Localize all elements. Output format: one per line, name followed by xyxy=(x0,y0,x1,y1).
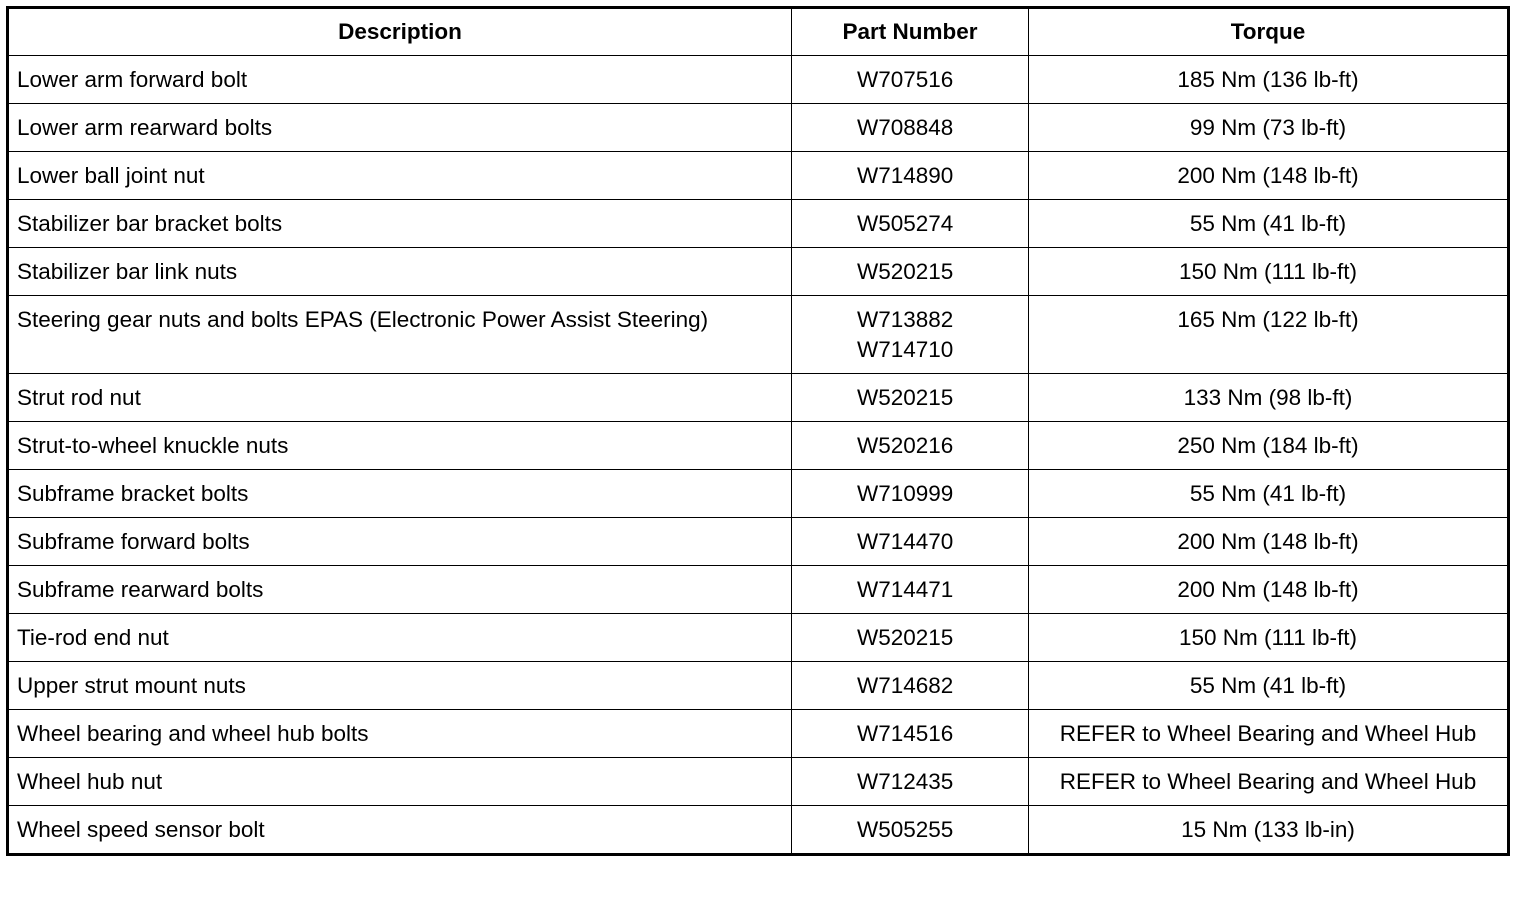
part-number-value: W707516 xyxy=(857,67,954,92)
header-torque: Torque xyxy=(1029,8,1509,56)
cell-torque: 99 Nm (73 lb-ft) xyxy=(1029,104,1509,152)
cell-description: Lower arm rearward bolts xyxy=(8,104,792,152)
part-number-value: W708848 xyxy=(857,115,954,140)
cell-part-number xyxy=(792,566,1029,614)
cell-torque: 250 Nm (184 lb-ft) xyxy=(1029,422,1509,470)
cell-description: Stabilizer bar link nuts xyxy=(8,248,792,296)
part-number-value: W714710 xyxy=(857,337,954,362)
part-number-value: W520215 xyxy=(857,385,954,410)
cell-torque: 200 Nm (148 lb-ft) xyxy=(1029,518,1509,566)
table-row xyxy=(8,758,1509,806)
cell-description: Lower ball joint nut xyxy=(8,152,792,200)
table-row xyxy=(8,104,1509,152)
cell-torque: REFER to Wheel Bearing and Wheel Hub xyxy=(1029,758,1509,806)
part-number-value: W520216 xyxy=(857,433,954,458)
torque-specification-table xyxy=(6,6,1510,856)
cell-part-number xyxy=(792,152,1029,200)
cell-part-number xyxy=(792,710,1029,758)
cell-part-number xyxy=(792,614,1029,662)
header-part-number: Part Number xyxy=(792,8,1029,56)
table-row xyxy=(8,248,1509,296)
cell-torque: 150 Nm (111 lb-ft) xyxy=(1029,248,1509,296)
part-number-value: W714682 xyxy=(857,673,954,698)
cell-part-number xyxy=(792,758,1029,806)
part-number-value: W520215 xyxy=(857,259,954,284)
cell-part-number xyxy=(792,374,1029,422)
table-row xyxy=(8,296,1509,374)
part-number-value: W714890 xyxy=(857,163,954,188)
table-row xyxy=(8,710,1509,758)
cell-part-number xyxy=(792,200,1029,248)
cell-torque: 200 Nm (148 lb-ft) xyxy=(1029,566,1509,614)
cell-part-number xyxy=(792,422,1029,470)
table-row xyxy=(8,422,1509,470)
cell-part-number xyxy=(792,470,1029,518)
cell-part-number xyxy=(792,56,1029,104)
table-row xyxy=(8,614,1509,662)
part-number-value: W505255 xyxy=(857,817,954,842)
cell-part-number xyxy=(792,104,1029,152)
cell-part-number xyxy=(792,248,1029,296)
part-number-value: W714470 xyxy=(857,529,954,554)
table-row xyxy=(8,56,1509,104)
cell-torque: 185 Nm (136 lb-ft) xyxy=(1029,56,1509,104)
cell-description: Upper strut mount nuts xyxy=(8,662,792,710)
cell-description: Stabilizer bar bracket bolts xyxy=(8,200,792,248)
table-row xyxy=(8,374,1509,422)
cell-torque: 55 Nm (41 lb-ft) xyxy=(1029,470,1509,518)
table-row xyxy=(8,152,1509,200)
table-row xyxy=(8,200,1509,248)
cell-torque: 150 Nm (111 lb-ft) xyxy=(1029,614,1509,662)
cell-torque: 55 Nm (41 lb-ft) xyxy=(1029,662,1509,710)
cell-torque: 200 Nm (148 lb-ft) xyxy=(1029,152,1509,200)
cell-part-number xyxy=(792,806,1029,855)
cell-description: Strut-to-wheel knuckle nuts xyxy=(8,422,792,470)
cell-description: Strut rod nut xyxy=(8,374,792,422)
cell-description: Steering gear nuts and bolts EPAS (Electronic Power Assist Steering) xyxy=(8,296,792,374)
table-row xyxy=(8,662,1509,710)
part-number-value: W520215 xyxy=(857,625,954,650)
cell-part-number xyxy=(792,518,1029,566)
header-description: Description xyxy=(8,8,792,56)
cell-part-number xyxy=(792,662,1029,710)
part-number-value: W505274 xyxy=(857,211,954,236)
cell-description: Wheel hub nut xyxy=(8,758,792,806)
part-number-value: W714471 xyxy=(857,577,954,602)
cell-description: Subframe forward bolts xyxy=(8,518,792,566)
part-number-value: W712435 xyxy=(857,769,954,794)
table-row xyxy=(8,806,1509,855)
table-body xyxy=(8,56,1509,855)
cell-description: Subframe bracket bolts xyxy=(8,470,792,518)
cell-torque: 165 Nm (122 lb-ft) xyxy=(1029,296,1509,374)
cell-torque: 15 Nm (133 lb-in) xyxy=(1029,806,1509,855)
cell-description: Wheel speed sensor bolt xyxy=(8,806,792,855)
cell-description: Wheel bearing and wheel hub bolts xyxy=(8,710,792,758)
cell-torque: REFER to Wheel Bearing and Wheel Hub xyxy=(1029,710,1509,758)
cell-torque: 133 Nm (98 lb-ft) xyxy=(1029,374,1509,422)
part-number-value: W710999 xyxy=(857,481,954,506)
table-row xyxy=(8,470,1509,518)
cell-part-number xyxy=(792,296,1029,374)
part-number-value: W714516 xyxy=(857,721,954,746)
cell-torque: 55 Nm (41 lb-ft) xyxy=(1029,200,1509,248)
cell-description: Lower arm forward bolt xyxy=(8,56,792,104)
cell-description: Tie-rod end nut xyxy=(8,614,792,662)
cell-description: Subframe rearward bolts xyxy=(8,566,792,614)
part-number-value: W713882 xyxy=(857,307,954,332)
table-row xyxy=(8,518,1509,566)
table-row xyxy=(8,566,1509,614)
table-header-row xyxy=(8,8,1509,56)
